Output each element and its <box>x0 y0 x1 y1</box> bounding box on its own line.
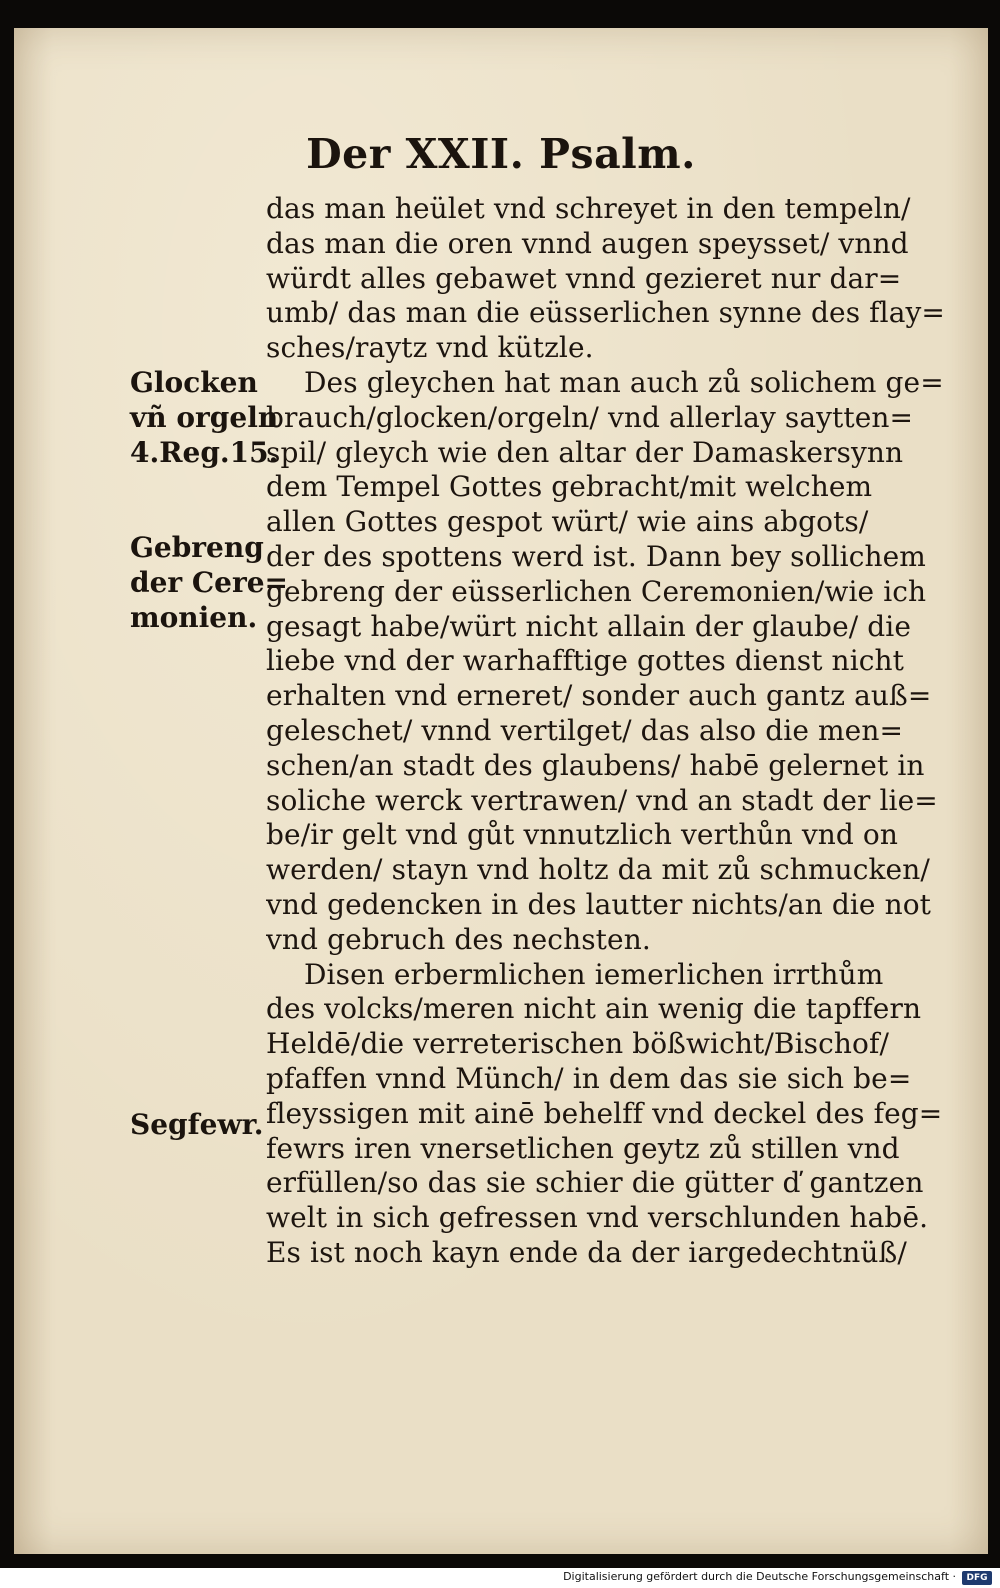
book-page <box>14 28 988 1554</box>
text-line: Es ist noch kayn ende da der iargedechtnüß/ <box>266 1235 907 1269</box>
text-line: das man die oren vnnd augen speysset/ vnnd <box>266 226 909 260</box>
marginal-note: vñ orgeln <box>130 401 279 434</box>
text-line: umb/ das man die eüsserlichen synne des flay= <box>266 296 945 330</box>
digitization-footer <box>0 1568 1000 1588</box>
text-line: soliche werck vertrawen/ vnd an stadt der lie= <box>266 783 938 817</box>
text-line: dem Tempel Gottes gebracht/mit welchem <box>266 470 873 504</box>
text-line: liebe vnd der warhafftige gottes dienst nicht <box>266 644 905 678</box>
text-line: würdt alles gebawet vnnd gezieret nur dar= <box>266 261 902 295</box>
marginal-note: Segfewr. <box>130 1108 264 1141</box>
running-head: Der XXII. Psalm. <box>306 130 696 178</box>
marginal-note: Glocken <box>130 366 258 399</box>
text-line: Heldē/die verreterischen bößwicht/Bischof/ <box>266 1027 889 1061</box>
body-text <box>266 192 946 1271</box>
text-line: be/ir gelt vnd gůt vnnutzlich verthůn vnd on <box>266 818 898 852</box>
text-line: Disen erbermlichen iemerlichen irrthům <box>304 957 884 991</box>
text-line: brauch/glocken/orgeln/ vnd allerlay saytten= <box>266 400 914 434</box>
marginal-note: der Cere= <box>130 566 289 599</box>
text-line: vnd gedencken in des lautter nichts/an die not <box>266 887 932 921</box>
text-line: fewrs iren vnersetlichen geytz zů stillen vnd <box>266 1131 900 1165</box>
text-line: gebreng der eüsserlichen Ceremonien/wie ich <box>266 574 927 608</box>
text-line: erfüllen/so das sie schier die gütter ď gantzen <box>266 1166 924 1200</box>
text-line: der des spottens werd ist. Dann bey sollichem <box>266 539 926 573</box>
funding-credit: Digitalisierung gefördert durch die Deutsche Forschungsgemeinschaft · <box>563 1570 956 1583</box>
marginal-note: Gebreng <box>130 531 264 564</box>
dfg-logo-icon: DFG <box>962 1571 992 1585</box>
text-line: gesagt habe/würt nicht allain der glaube/ die <box>266 609 912 643</box>
text-line: fleyssigen mit ainē behelff vnd deckel des feg= <box>266 1096 943 1130</box>
text-line: allen Gottes gespot würt/ wie ains abgots/ <box>266 505 869 539</box>
text-line: erhalten vnd erneret/ sonder auch gantz auß= <box>266 679 932 713</box>
text-line: pfaffen vnnd Münch/ in dem das sie sich be= <box>266 1061 912 1095</box>
text-line: welt in sich gefressen vnd verschlunden habē. <box>266 1201 929 1235</box>
text-line: des volcks/meren nicht ain wenig die tapffern <box>266 992 922 1026</box>
marginal-note: 4.Reg.15. <box>130 436 279 469</box>
text-line: das man heület vnd schreyet in den tempeln/ <box>266 192 911 225</box>
text-line: geleschet/ vnnd vertilget/ das also die men= <box>266 713 904 747</box>
text-line: spil/ gleych wie den altar der Damaskersynn <box>266 435 904 469</box>
text-line: Des gleychen hat man auch zů solichem ge= <box>304 365 944 399</box>
text-line: sches/raytz vnd kützle. <box>266 331 594 365</box>
text-line: vnd gebruch des nechsten. <box>266 922 651 956</box>
marginal-note: monien. <box>130 601 258 634</box>
text-line: schen/an stadt des glaubens/ habē gelernet in <box>266 748 925 782</box>
text-line: werden/ stayn vnd holtz da mit zů schmucken/ <box>266 853 930 887</box>
